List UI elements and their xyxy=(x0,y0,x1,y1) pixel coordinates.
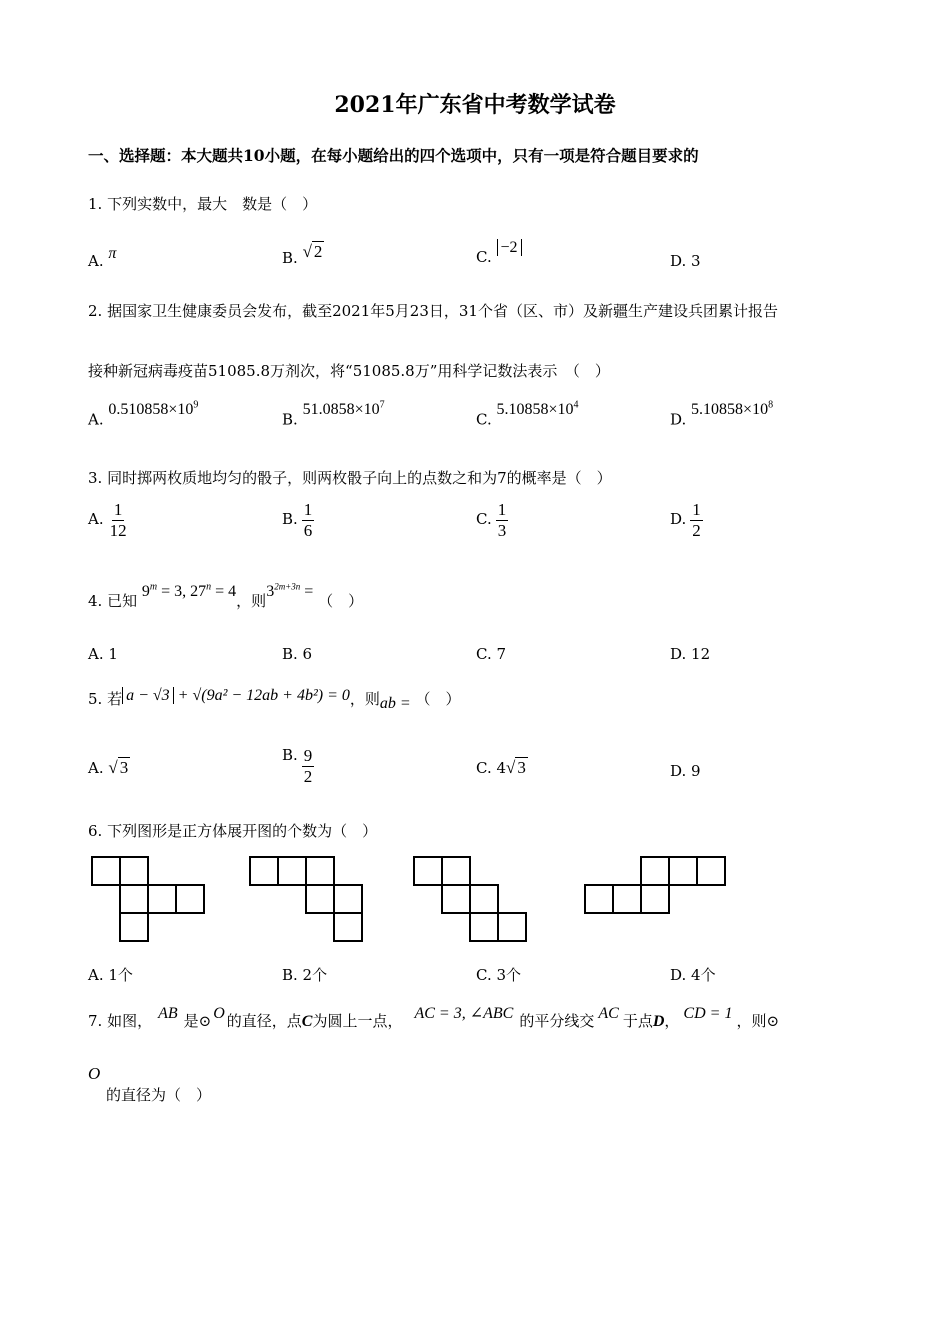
q2-option-b: B. $51.0858\times 10^7$ xyxy=(282,400,385,429)
question-4: 4. 已知 $9^m = 3$, $27^n = 4$，则$3^{2m+3n}$ = （ ） xyxy=(88,581,364,610)
q4-option-b: B. 6 xyxy=(282,645,313,663)
cube-net-1 xyxy=(88,855,210,947)
q1-option-a: A. π xyxy=(88,245,117,270)
question-2-line-1: 2. 据国家卫生健康委员会发布，截至2021年5月23日，31个省（区、市）及新疆生产建设兵团累计报告 xyxy=(88,302,778,320)
q3-option-d: D. $\frac{1}{2}$ xyxy=(670,500,701,540)
q5-option-c: C. 4√ 3 xyxy=(476,758,526,777)
q6-option-b: B. 2个 xyxy=(282,966,328,984)
q6-option-a: A. 1个 xyxy=(88,966,133,984)
question-7-line-2: O 的直径为（ ） xyxy=(88,1064,212,1104)
q4-option-a: A. 1 xyxy=(88,645,118,663)
question-5: 5. 若 a − √3 + √(9a² − 12ab + 4b²) = 0，则ab = （ ） xyxy=(88,687,461,712)
q2-option-a: A. $0.510858\times 10^9$ xyxy=(88,400,199,429)
q5-option-a: A. √ 3 xyxy=(88,758,129,777)
question-6: 6. 下列图形是正方体展开图的个数为（ ） xyxy=(88,822,378,840)
question-3: 3. 同时掷两枚质地均匀的骰子，则两枚骰子向上的点数之和为7的概率是（ ） xyxy=(88,469,612,487)
q1-option-c: C. −2 xyxy=(476,248,522,267)
q5-option-d: D. 9 xyxy=(670,762,701,780)
q6-option-c: C. 3个 xyxy=(476,966,522,984)
q6-option-d: D. 4个 xyxy=(670,966,716,984)
q2-option-c: C. $5.10858\times 10^4$ xyxy=(476,400,579,429)
cube-net-3 xyxy=(412,855,534,947)
section-heading: 一、选择题：本大题共10小题，在每小题给出的四个选项中，只有一项是符合题目要求的 xyxy=(88,146,699,165)
q2-option-d: D. $5.10858\times 10^8$ xyxy=(670,400,774,429)
question-1: 1. 下列实数中，最大 数是（ ） xyxy=(88,195,318,213)
cube-net-2 xyxy=(248,855,370,947)
q4-option-c: C. 7 xyxy=(476,645,507,663)
question-7-line-1: 7. 如图， AB 是⊙ O 的直径，点C为圆上一点， AC = 3, ∠ABC 的平分线交 AC 于点D， CD = 1 ，则⊙ xyxy=(88,1005,780,1030)
q5-option-b: B. $\frac{9}{2}$ xyxy=(282,746,313,786)
question-2-line-2: 接种新冠病毒疫苗51085.8万剂次，将“51085.8万”用科学记数法表示 （ ） xyxy=(88,362,610,380)
page-title: 2021年广东省中考数学试卷 xyxy=(334,92,616,118)
q1-option-b: B. √ 2 xyxy=(282,242,323,267)
q1-option-d: D. 3 xyxy=(670,252,701,270)
q3-option-c: C. $\frac{1}{3}$ xyxy=(476,500,507,540)
q3-option-b: B. $\frac{1}{6}$ xyxy=(282,500,313,540)
cube-net-4 xyxy=(582,855,732,919)
q3-option-a: A. $\frac{1}{12}$ xyxy=(88,500,127,540)
q4-option-d: D. 12 xyxy=(670,645,711,663)
